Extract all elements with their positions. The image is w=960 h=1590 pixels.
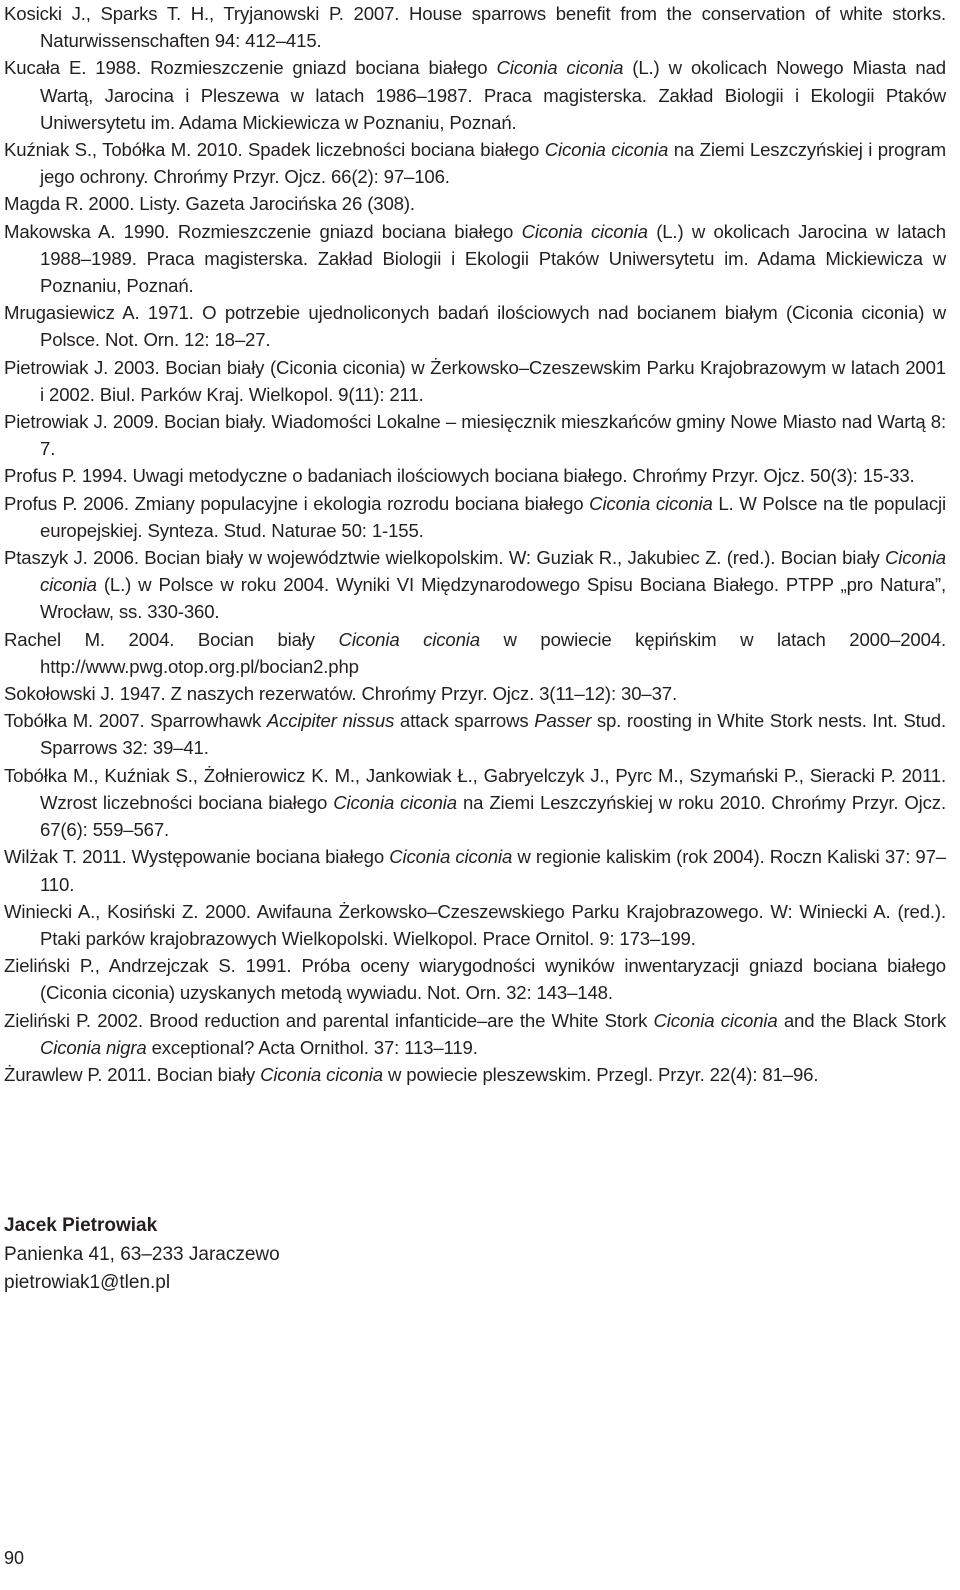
reference-text: na Ziemi Leszczyńskiej i program jego ochrony. Chrońmy Przyr. Ojcz. 66(2): 97–106. [40,139,946,188]
reference-text: Kosicki J., Sparks T. H., Tryjanowski P. 2007. House sparrows benefit from the conservation of white storks. Naturwissenschaften 94: 412–415. [4,3,946,52]
reference-entry [4,299,946,353]
reference-text: Zieliński P., Andrzejczak S. 1991. Próba oceny wiarygodności wyników inwentaryzacji gniazd bociana białego (Ciconia ciconia) uzyskanych metodą wywiadu. Not. Orn. 32: 143–148. [4,955,946,1004]
reference-italic-text: Ciconia ciconia [496,57,624,79]
reference-italic-text: Ciconia ciconia [40,547,946,596]
reference-text: (L.) w Polsce w roku 2004. Wyniki VI Międzynarodowego Spisu Bociana Białego. PTPP „pro Natura”, Wrocław, ss. 330-360. [40,574,946,623]
reference-italic-text: Ciconia ciconia [389,846,513,868]
reference-text: na Ziemi Leszczyńskiej w roku 2010. Chrońmy Przyr. Ojcz. 67(6): 559–567. [40,791,946,841]
reference-text: Magda R. 2000. Listy. Gazeta Jarocińska 26 (308). [4,193,415,215]
reference-text: Profus P. 2006. Zmiany populacyjne i ekologia rozrodu bociana białego [4,492,590,514]
reference-text: sp. roosting in White Stork nests. Int. Stud. Sparrows 32: 39–41. [40,710,946,759]
reference-entry [4,680,946,707]
reference-text: Tobółka M. 2007. Sparrowhawk [4,710,267,732]
reference-text: Pietrowiak J. 2003. Bocian biały (Ciconia ciconia) w Żerkowsko–Czeszewskim Parku Krajobrazowym w latach 2001 i 2002. Biul. Parków Kraj. Wielkopol. 9(11): 211. [4,356,946,405]
reference-entry [4,1007,946,1061]
author-name: Jacek Pietrowiak [4,1215,158,1236]
reference-text: Tobółka M., Kuźniak S., Żołnierowicz K. M., Jankowiak Ł., Gabryelczyk J., Pyrc M., Szymański P., Sieracki P. 2011. Wzrost liczebności bociana białego [4,764,946,813]
reference-text: w regionie kaliskim (rok 2004). Roczn Kaliski 37: 97–110. [40,846,947,895]
reference-entry [4,762,946,844]
reference-entry [4,843,946,897]
reference-italic-text: Ciconia nigra [40,1036,147,1058]
reference-entry [4,136,946,190]
reference-entry [4,707,946,761]
reference-entry [4,54,946,136]
author-contact [4,1212,604,1298]
reference-entry [4,462,946,489]
reference-entry [4,490,946,544]
author-address: Panienka 41, 63–233 Jaraczewo [4,1243,280,1265]
reference-text: Pietrowiak J. 2009. Bocian biały. Wiadomości Lokalne – miesięcznik mieszkańców gminy Nowe Miasto nad Wartą 8: 7. [4,411,946,460]
reference-italic-text: Accipiter nissus [266,710,395,732]
reference-text: Winiecki A., Kosiński Z. 2000. Awifauna Żerkowsko–Czeszewskiego Parku Krajobrazowego. W: Winiecki A. (red.). Ptaki parków krajobrazowych Wielkopolski. Wielkopol. Prace Ornitol. 9: 173–199. [4,900,946,949]
reference-text: Wilżak T. 2011. Występowanie bociana białego [4,846,390,868]
reference-entry [4,544,946,626]
reference-text: Ptaszyk J. 2006. Bocian biały w województwie wielkopolskim. W: Guziak R., Jakubiec Z. (red.). Bocian biały [4,547,886,569]
reference-entry [4,898,946,952]
reference-italic-text: Ciconia ciconia [544,139,669,161]
reference-text: (L.) w okolicach Nowego Miasta nad Wartą, Jarocina i Pleszewa w latach 1986–1987. Praca magisterska. Zakład Biologii i Ekologii Ptaków Uniwersytetu im. Adama Mickiewicza w Poznaniu, Poznań. [40,57,946,133]
reference-entry [4,952,946,1006]
reference-text: attack sparrows [394,710,535,732]
reference-italic-text: Ciconia ciconia [653,1009,778,1031]
reference-entry [4,408,946,462]
reference-text: Mrugasiewicz A. 1971. O potrzebie ujednoliconych badań ilościowych nad bocianem białym (Ciconia ciconia) w Polsce. Not. Orn. 12: 18–27. [4,302,946,351]
reference-italic-text: Ciconia ciconia [521,220,648,242]
reference-italic-text: Ciconia ciconia [338,628,480,650]
reference-italic-text: Ciconia ciconia [260,1063,383,1085]
reference-entry [4,626,946,680]
reference-entry [4,0,946,54]
reference-text: and the Black Stork [777,1009,946,1031]
reference-text: Kuźniak S., Tobółka M. 2010. Spadek liczebności bociana białego [4,139,545,161]
reference-text: Profus P. 1994. Uwagi metodyczne o badaniach ilościowych bociana białego. Chrońmy Przyr. Ojcz. 50(3): 15-33. [4,465,915,487]
reference-italic-text: Passer [534,710,592,732]
reference-list [4,0,946,1088]
reference-entry [4,218,946,300]
reference-text: Żurawlew P. 2011. Bocian biały [4,1063,261,1085]
reference-entry [4,1061,946,1088]
reference-text: Rachel M. 2004. Bocian biały [4,628,339,650]
reference-entry [4,190,946,217]
reference-text: L. W Polsce na tle populacji europejskiej. Synteza. Stud. Naturae 50: 1-155. [40,492,946,541]
reference-text: Sokołowski J. 1947. Z naszych rezerwatów. Chrońmy Przyr. Ojcz. 3(11–12): 30–37. [4,683,677,705]
reference-text: Zieliński P. 2002. Brood reduction and parental infanticide–are the White Stork [4,1009,654,1031]
author-email: pietrowiak1@tlen.pl [4,1272,171,1293]
reference-text: (L.) w okolicach Jarocina w latach 1988–1989. Praca magisterska. Zakład Biologii i Ekologii Ptaków Uniwersytetu im. Adama Mickiewicza w Poznaniu, Poznań. [40,220,946,297]
reference-text: Makowska A. 1990. Rozmieszczenie gniazd bociana białego [4,220,522,242]
reference-text: w powiecie kępińskim w latach 2000–2004. http://www.pwg.otop.org.pl/bocian2.php [40,628,946,677]
reference-entry [4,354,946,408]
reference-text: w powiecie pleszewskim. Przegl. Przyr. 22(4): 81–96. [382,1063,819,1085]
reference-text: Kucała E. 1988. Rozmieszczenie gniazd bociana białego [4,57,497,79]
reference-italic-text: Ciconia ciconia [333,791,457,813]
page-number: 90 [4,1548,25,1568]
reference-italic-text: Ciconia ciconia [589,492,713,514]
reference-text: exceptional? Acta Ornithol. 37: 113–119. [146,1036,478,1058]
